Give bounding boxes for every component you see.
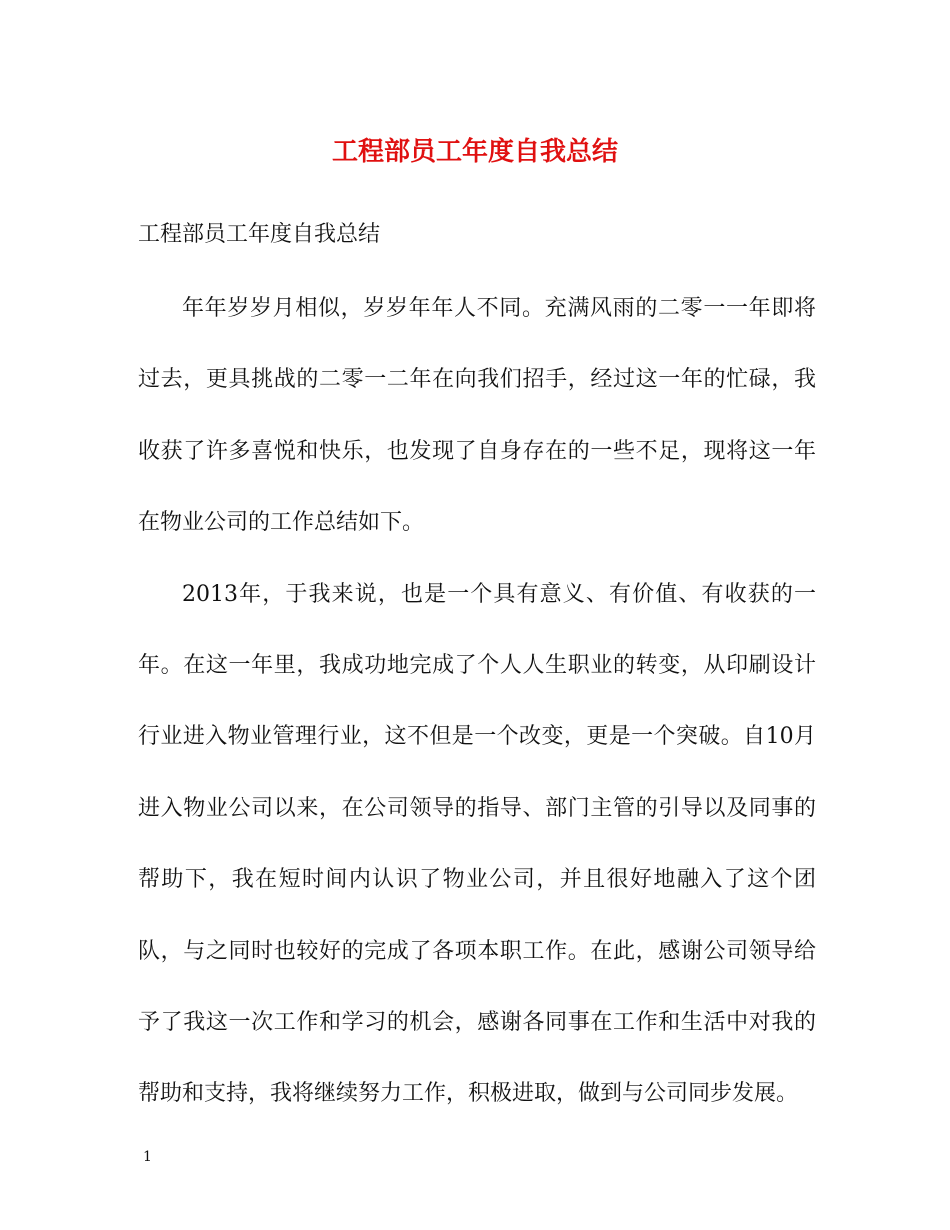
document-body [138,273,816,1130]
document-title: 工程部员工年度自我总结 [331,137,618,167]
page-number: 1 [143,1149,152,1165]
paragraph-intro: 年年岁岁月相似，岁岁年年人不同。充满风雨的二零一一年即将过去，更具挑战的二零一二年在向我们招手，经过这一年的忙碌，我收获了许多喜悦和快乐，也发现了自身存在的一些不足，现将这一年在物业公司的工作总结如下。 [138,296,816,536]
paragraph-2013: 2013年，于我来说，也是一个具有意义、有价值、有收获的一年。在这一年里，我成功地完成了个人人生职业的转变，从印刷设计行业进入物业管理行业，这不但是一个改变，更是一个突破。自10月进入物业公司以来，在公司领导的指导、部门主管的引导以及同事的帮助下，我在短时间内认识了物业公司，并且很好地融入了这个团队，与之同时也较好的完成了各项本职工作。在此，感谢公司领导给予了我这一次工作和学习的机会，感谢各同事在工作和生活中对我的帮助和支持，我将继续努力工作，积极进取，做到与公司同步发展。 [138,581,816,1107]
document-subtitle: 工程部员工年度自我总结 [138,222,381,247]
